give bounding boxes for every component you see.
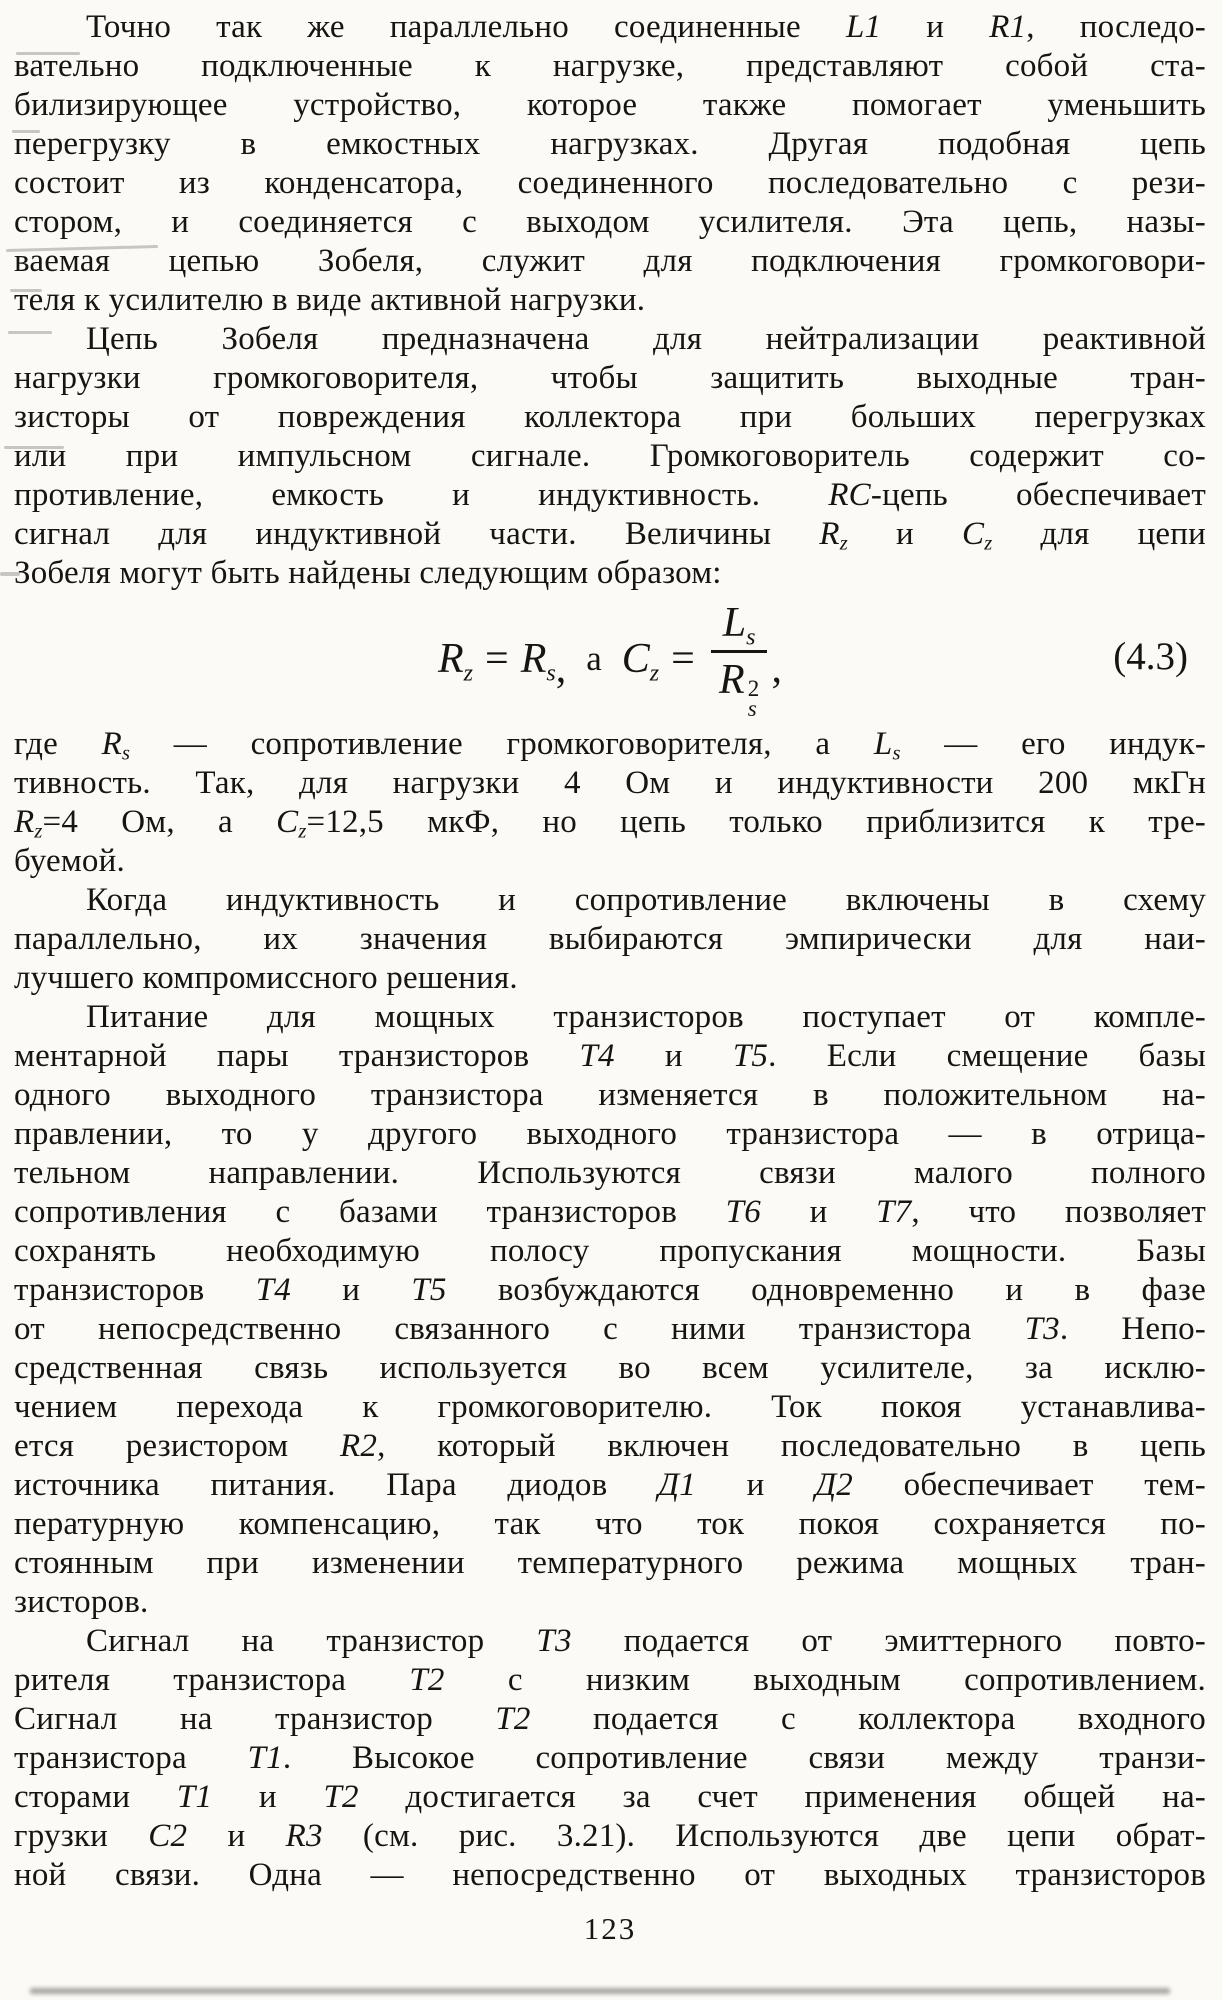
text-line: тельном направлении. Используются связи малого полного: [14, 1155, 1206, 1191]
page-number: 123: [583, 1911, 637, 1946]
formula-subscript: s: [747, 696, 757, 721]
equation-number: (4.3): [1113, 634, 1188, 678]
conjunction: а: [586, 639, 602, 678]
text-line: одного выходного транзистора изменяется в положительном на-: [14, 1077, 1206, 1113]
text-line: Сигнал на транзистор Т3 подается от эмиттерного повто-: [86, 1623, 1206, 1659]
text-line: противление, емкость и индуктивность. RC-цепь обеспечивает: [14, 477, 1206, 513]
formula-subscript: s: [746, 624, 756, 651]
text-line: стоянным при изменении температурного режима мощных тран-: [14, 1545, 1206, 1581]
formula-var: C: [621, 636, 650, 682]
fraction-numerator: [711, 602, 768, 653]
text-line: или при импульсном сигнале. Громкоговоритель содержит со-: [14, 438, 1206, 474]
text-line: источника питания. Пара диодов Д1 и Д2 обеспечивает тем-: [14, 1467, 1206, 1503]
formula-subscript: s: [546, 660, 556, 687]
text-block-bottom: [14, 725, 1206, 1895]
equals-sign: =: [671, 636, 695, 682]
text-line: Питание для мощных транзисторов поступает от компле-: [86, 999, 1206, 1035]
formula-var: R: [719, 657, 745, 704]
zobel-formula: [438, 600, 782, 721]
text-line: ментарной пары транзисторов Т4 и Т5. Если смещение базы: [14, 1038, 1207, 1074]
text-line: зисторов.: [14, 1584, 149, 1620]
text-line: правлении, то у другого выходного транзистора — в отрица-: [14, 1116, 1206, 1152]
text-line: $R_z=4$ Ом, а $C_z=12,5$ мкФ, но цепь только приблизится к тре-: [14, 804, 1206, 843]
text-line: ваемая цепью Зобеля, служит для подключения громкоговори-: [14, 243, 1206, 279]
text-line: зисторы от повреждения коллектора при больших перегрузках: [14, 399, 1206, 435]
equation-row: [14, 593, 1206, 725]
text-line: сохранять необходимую полосу пропускания мощности. Базы: [14, 1233, 1206, 1269]
text-line: лучшего компромиссного решения.: [14, 960, 518, 996]
formula-term-rz: [438, 635, 473, 687]
text-line: грузки C2 и R3 (см. рис. 3.21). Используются две цепи обрат-: [14, 1818, 1206, 1854]
text-line: транзистора Т1. Высокое сопротивление связи между транзи-: [14, 1740, 1207, 1776]
text-line: буемой.: [14, 843, 125, 879]
text-line: средственная связь используется во всем усилителе, за исклю-: [14, 1350, 1206, 1386]
text-line: теля к усилителю в виде активной нагрузки.: [14, 282, 646, 318]
formula-subscript: z: [649, 660, 660, 687]
text-line: сигнал для индуктивной части. Величины $R_z$ и $C_z$ для цепи: [14, 516, 1206, 555]
fraction: [711, 600, 768, 721]
text-line: Когда индуктивность и сопротивление включены в схему: [86, 882, 1206, 918]
text-line: сторами Т1 и Т2 достигается за счет применения общей на-: [14, 1779, 1206, 1815]
text-line: от непосредственно связанного с ними транзистора Т3. Непо-: [14, 1311, 1206, 1347]
text-line: вательно подключенные к нагрузке, представляют собой ста-: [14, 48, 1206, 84]
text-line: состоит из конденсатора, соединенного последовательно с рези-: [14, 165, 1206, 201]
text-line: Сигнал на транзистор Т2 подается с коллектора входного: [14, 1701, 1206, 1737]
sup-sub-stack: [747, 676, 760, 721]
comma: ,: [771, 646, 782, 692]
text-line: Цепь Зобеля предназначена для нейтрализации реактивной: [86, 321, 1206, 357]
fraction-denominator: [719, 653, 760, 721]
text-line: Точно так же параллельно соединенные L1 и R1, последо-: [86, 9, 1206, 45]
text-line: ется резистором R2, который включен последовательно в цепь: [14, 1428, 1206, 1464]
formula-var: R: [438, 636, 464, 682]
text-line: пературную компенсацию, так что ток покоя сохраняется по-: [14, 1506, 1206, 1542]
text-line: тивность. Так, для нагрузки 4 Ом и индуктивности 200 мкГн: [14, 765, 1206, 801]
text-line: сопротивления с базами транзисторов Т6 и Т7, что позволяет: [14, 1194, 1206, 1230]
text-line: где $R_s$ — сопротивление громкоговорителя, а $L_s$ — его индук-: [14, 726, 1207, 765]
text-line: нагрузки громкоговорителя, чтобы защитить выходные тран-: [14, 360, 1206, 396]
text-line: параллельно, их значения выбираются эмпирически для наи-: [14, 921, 1206, 957]
text-line: перегрузку в емкостных нагрузках. Другая подобная цепь: [14, 126, 1206, 162]
text-line: транзисторов Т4 и Т5 возбуждаются одновременно и в фазе: [14, 1272, 1206, 1308]
text-line: Зобеля могут быть найдены следующим образом:: [14, 555, 722, 591]
formula-var: R: [520, 636, 547, 682]
text-block-top: [14, 8, 1206, 593]
text-line: билизирующее устройство, которое также помогает уменьшить: [14, 87, 1206, 123]
text-line: ной связи. Одна — непосредственно от выходных транзисторов: [14, 1857, 1206, 1893]
text-line: чением перехода к громкоговорителю. Ток покоя устанавлива-: [14, 1389, 1206, 1425]
formula-var: L: [722, 600, 747, 647]
text-line: стором, и соединяется с выходом усилителя. Эта цепь, назы-: [14, 204, 1206, 240]
comma: ,: [555, 646, 567, 692]
text-line: рителя транзистора Т2 с низким выходным сопротивлением.: [14, 1662, 1206, 1698]
formula-subscript: z: [463, 660, 473, 687]
formula-superscript: 2: [747, 676, 760, 702]
formula-term-rs: [520, 635, 556, 687]
formula-term-cz: [621, 635, 660, 687]
scan-edge-shadow: [30, 1988, 1170, 1994]
equals-sign: =: [485, 636, 509, 682]
